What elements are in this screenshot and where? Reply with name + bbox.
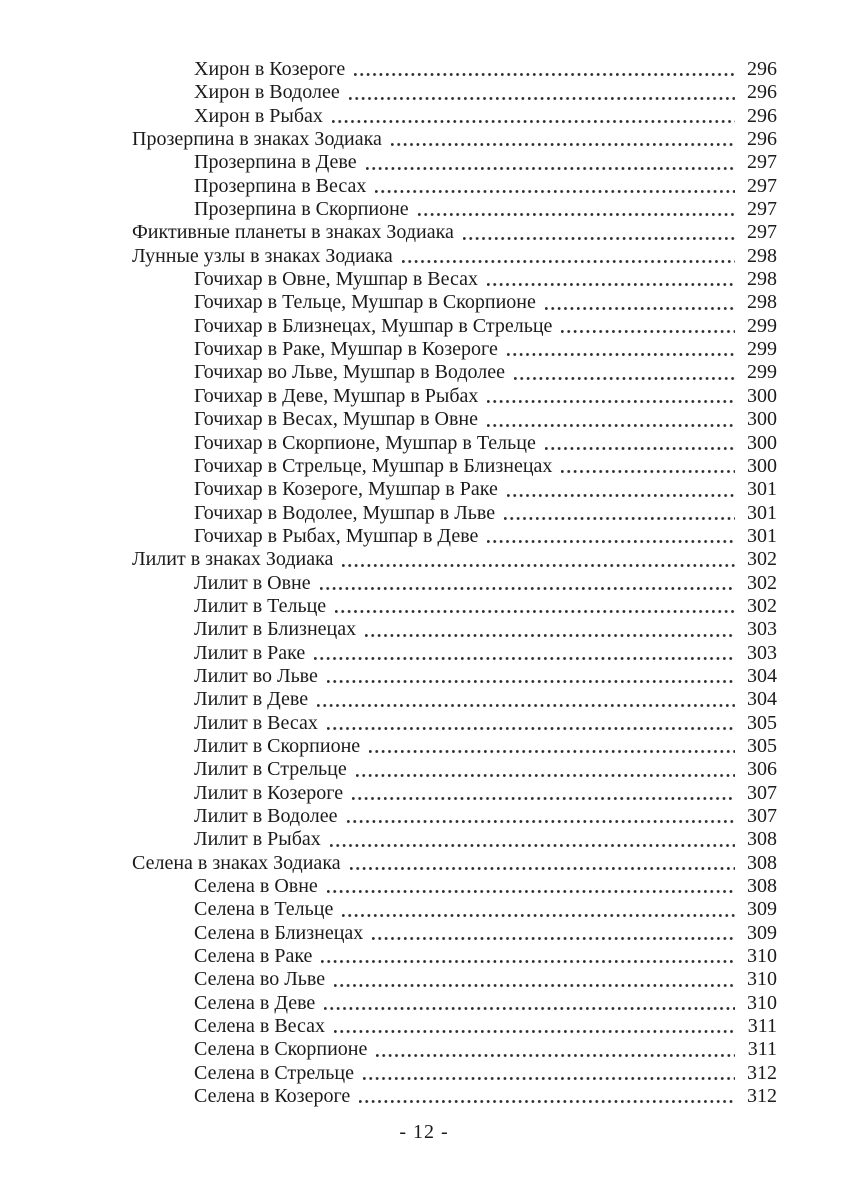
toc-entry-page-number: 303 — [747, 641, 777, 664]
toc-entry-title: Лилит в Овне — [194, 571, 311, 594]
dot-leader — [545, 306, 735, 311]
dot-leader — [334, 1029, 735, 1034]
toc-entry-page-number: 309 — [747, 921, 777, 944]
toc-entry-page-number: 303 — [747, 618, 777, 641]
toc-entry — [132, 875, 777, 898]
toc-entry — [132, 1085, 777, 1108]
toc-entry-title: Селена в знаках Зодиака — [132, 851, 341, 874]
toc-entry — [132, 688, 777, 711]
toc-entry-page-number: 300 — [747, 384, 777, 407]
toc-entry-page-number: 302 — [747, 594, 777, 617]
toc-entry — [132, 432, 777, 455]
dot-leader — [352, 796, 735, 801]
toc-entry-page-number: 310 — [747, 991, 777, 1014]
toc-entry-page-number: 297 — [747, 198, 777, 221]
toc-entry-title: Селена в Стрельце — [194, 1061, 354, 1084]
toc-entry-page-number: 302 — [747, 571, 777, 594]
dot-leader — [350, 866, 735, 871]
toc-entry-title: Лилит во Льве — [194, 664, 318, 687]
dot-leader — [545, 446, 735, 451]
toc-entry-title: Хирон в Козероге — [194, 58, 346, 80]
dot-leader — [372, 936, 735, 941]
dot-leader — [356, 773, 735, 778]
toc-entry-page-number: 301 — [747, 478, 777, 501]
dot-leader — [463, 236, 735, 241]
toc-entry-title: Селена во Льве — [194, 968, 326, 991]
toc-entry — [132, 105, 777, 128]
toc-entry-title: Гочихар в Деве, Мушпар в Рыбах — [194, 384, 479, 407]
toc-entry-page-number: 296 — [747, 104, 777, 127]
toc-entry-page-number: 300 — [747, 431, 777, 454]
toc-entry-page-number: 299 — [747, 314, 777, 337]
dot-leader — [369, 749, 735, 754]
toc-entry-title: Гочихар в Близнецах, Мушпар в Стрельце — [194, 314, 553, 337]
toc-entry-page-number: 296 — [747, 81, 777, 104]
toc-entry-title: Лилит в Скорпионе — [194, 734, 361, 757]
dot-leader — [320, 586, 735, 591]
toc-entry-page-number: 308 — [747, 875, 777, 898]
toc-entry-page-number: 307 — [747, 805, 777, 827]
toc-entry — [132, 735, 777, 758]
table-of-contents — [132, 58, 777, 1108]
toc-entry-title: Селена в Деве — [194, 991, 316, 1014]
dot-leader — [514, 376, 735, 381]
toc-entry-title: Гочихар во Льве, Мушпар в Водолее — [194, 361, 505, 384]
dot-leader — [363, 1076, 735, 1081]
toc-entry-page-number: 312 — [747, 1085, 777, 1108]
toc-entry — [132, 338, 777, 361]
toc-entry-title: Гочихар в Тельце, Мушпар в Скорпионе — [194, 291, 536, 314]
toc-entry — [132, 245, 777, 268]
dot-leader — [402, 259, 735, 264]
dot-leader — [317, 703, 735, 708]
toc-entry — [132, 968, 777, 991]
toc-entry — [132, 1062, 777, 1085]
dot-leader — [342, 563, 735, 568]
toc-entry-page-number: 302 — [747, 548, 777, 571]
toc-entry-title: Лилит в Стрельце — [194, 758, 347, 781]
toc-entry-page-number: 299 — [747, 361, 777, 384]
toc-entry — [132, 945, 777, 968]
dot-leader — [359, 1099, 735, 1104]
toc-entry — [132, 572, 777, 595]
dot-leader — [327, 726, 735, 731]
toc-entry-title: Селена в Козероге — [194, 1085, 351, 1108]
toc-entry-page-number: 298 — [747, 291, 777, 314]
toc-entry — [132, 712, 777, 735]
toc-entry-page-number: 310 — [747, 945, 777, 968]
dot-leader — [321, 959, 735, 964]
dot-leader — [335, 609, 735, 614]
toc-entry-title: Лилит в Рыбах — [194, 828, 321, 851]
toc-entry-title: Селена в Близнецах — [194, 921, 364, 944]
toc-entry-page-number: 299 — [747, 338, 777, 361]
toc-entry-page-number: 296 — [747, 128, 777, 151]
toc-entry-page-number: 297 — [747, 174, 777, 197]
toc-entry-title: Гочихар в Рыбах, Мушпар в Деве — [194, 524, 479, 547]
toc-entry — [132, 385, 777, 408]
toc-entry-page-number: 306 — [747, 758, 777, 781]
toc-entry — [132, 758, 777, 781]
toc-entry-title: Гочихар в Стрельце, Мушпар в Близнецах — [194, 454, 553, 477]
toc-entry-page-number: 312 — [747, 1061, 777, 1084]
dot-leader — [418, 212, 735, 217]
toc-entry-page-number: 305 — [747, 734, 777, 757]
toc-entry-page-number: 300 — [747, 408, 777, 431]
toc-entry-title: Селена в Тельце — [194, 898, 334, 921]
toc-entry-page-number: 298 — [747, 268, 777, 291]
dot-leader — [314, 656, 735, 661]
toc-entry-title: Лилит в Близнецах — [194, 618, 357, 641]
dot-leader — [342, 913, 735, 918]
toc-entry — [132, 291, 777, 314]
toc-entry-page-number: 300 — [747, 454, 777, 477]
toc-entry-title: Хирон в Рыбах — [194, 104, 323, 127]
dot-leader — [327, 889, 735, 894]
toc-entry-title: Лилит в Козероге — [194, 781, 344, 804]
toc-entry-title: Гочихар в Раке, Мушпар в Козероге — [194, 338, 498, 361]
toc-entry — [132, 221, 777, 244]
toc-entry — [132, 525, 777, 548]
toc-entry — [132, 1015, 777, 1038]
toc-entry — [132, 898, 777, 921]
toc-entry-title: Лилит в Раке — [194, 641, 306, 664]
toc-entry-page-number: 298 — [747, 244, 777, 267]
toc-entry-page-number: 304 — [747, 664, 777, 687]
dot-leader — [366, 166, 735, 171]
toc-entry — [132, 922, 777, 945]
toc-entry-title: Селена в Весах — [194, 1015, 326, 1038]
toc-entry-page-number: 310 — [747, 968, 777, 991]
dot-leader — [365, 633, 735, 638]
toc-entry-page-number: 308 — [747, 828, 777, 851]
toc-entry-page-number: 297 — [747, 151, 777, 174]
dot-leader — [324, 1006, 735, 1011]
toc-entry-title: Селена в Раке — [194, 945, 313, 968]
toc-entry — [132, 478, 777, 501]
toc-entry-page-number: 311 — [747, 1038, 777, 1061]
toc-entry-title: Прозерпина в Деве — [194, 151, 357, 174]
toc-entry-title: Гочихар в Весах, Мушпар в Овне — [194, 408, 478, 431]
toc-entry-page-number: 305 — [747, 711, 777, 734]
toc-entry-page-number: 308 — [747, 851, 777, 874]
toc-entry — [132, 455, 777, 478]
toc-entry-title: Селена в Овне — [194, 875, 318, 898]
dot-leader — [487, 423, 735, 428]
toc-entry-title: Фиктивные планеты в знаках Зодиака — [132, 221, 454, 244]
toc-entry-page-number: 307 — [747, 781, 777, 804]
dot-leader — [487, 399, 735, 404]
toc-entry-title: Прозерпина в Весах — [194, 174, 367, 197]
toc-entry — [132, 642, 777, 665]
toc-entry-title: Гочихар в Водолее, Мушпар в Льве — [194, 501, 496, 524]
toc-entry-page-number: 297 — [747, 221, 777, 244]
toc-entry — [132, 151, 777, 174]
dot-leader — [347, 819, 735, 824]
toc-entry-title: Хирон в Водолее — [194, 81, 340, 104]
dot-leader — [327, 679, 735, 684]
toc-entry-page-number: 311 — [747, 1015, 777, 1038]
toc-entry — [132, 805, 777, 828]
toc-entry-title: Лунные узлы в знаках Зодиака — [132, 244, 393, 267]
toc-entry-title: Селена в Скорпионе — [194, 1038, 368, 1061]
toc-entry — [132, 175, 777, 198]
toc-entry-title: Лилит в знаках Зодиака — [132, 548, 334, 571]
toc-entry-title: Лилит в Деве — [194, 688, 309, 711]
dot-leader — [391, 142, 735, 147]
toc-entry — [132, 268, 777, 291]
toc-entry — [132, 361, 777, 384]
toc-entry — [132, 618, 777, 641]
dot-leader — [507, 493, 735, 498]
toc-entry — [132, 128, 777, 151]
toc-entry-title: Гочихар в Козероге, Мушпар в Раке — [194, 478, 498, 501]
toc-entry-title: Прозерпина в Скорпионе — [194, 198, 409, 221]
dot-leader — [507, 352, 735, 357]
toc-entry-title: Гочихар в Скорпионе, Мушпар в Тельце — [194, 431, 536, 454]
dot-leader — [561, 329, 735, 334]
toc-entry-page-number: 309 — [747, 898, 777, 921]
toc-entry-page-number: 304 — [747, 688, 777, 711]
toc-entry-title: Лилит в Водолее — [194, 805, 338, 827]
toc-entry-page-number: 301 — [747, 501, 777, 524]
toc-entry — [132, 548, 777, 571]
dot-leader — [487, 282, 735, 287]
dot-leader — [354, 72, 735, 77]
toc-entry-title: Лилит в Тельце — [194, 594, 327, 617]
toc-entry-title: Прозерпина в знаках Зодиака — [132, 128, 382, 151]
dot-leader — [504, 516, 735, 521]
dot-leader — [376, 1053, 735, 1058]
toc-entry — [132, 992, 777, 1015]
dot-leader — [561, 469, 735, 474]
toc-entry-title: Лилит в Весах — [194, 711, 318, 734]
dot-leader — [330, 843, 735, 848]
toc-entry — [132, 198, 777, 221]
toc-entry-page-number: 301 — [747, 524, 777, 547]
toc-entry — [132, 595, 777, 618]
toc-entry-title: Гочихар в Овне, Мушпар в Весах — [194, 268, 478, 291]
toc-entry — [132, 315, 777, 338]
dot-leader — [332, 119, 735, 124]
toc-entry — [132, 665, 777, 688]
dot-leader — [487, 539, 735, 544]
dot-leader — [334, 983, 735, 988]
dot-leader — [375, 189, 735, 194]
toc-entry — [132, 58, 777, 81]
toc-entry — [132, 852, 777, 875]
toc-entry — [132, 782, 777, 805]
page-number-footer: - 12 - — [399, 1121, 449, 1143]
toc-entry-page-number: 296 — [747, 58, 777, 80]
toc-entry — [132, 828, 777, 851]
dot-leader — [349, 96, 735, 101]
toc-entry — [132, 502, 777, 525]
toc-entry — [132, 81, 777, 104]
toc-entry — [132, 408, 777, 431]
toc-entry — [132, 1038, 777, 1061]
